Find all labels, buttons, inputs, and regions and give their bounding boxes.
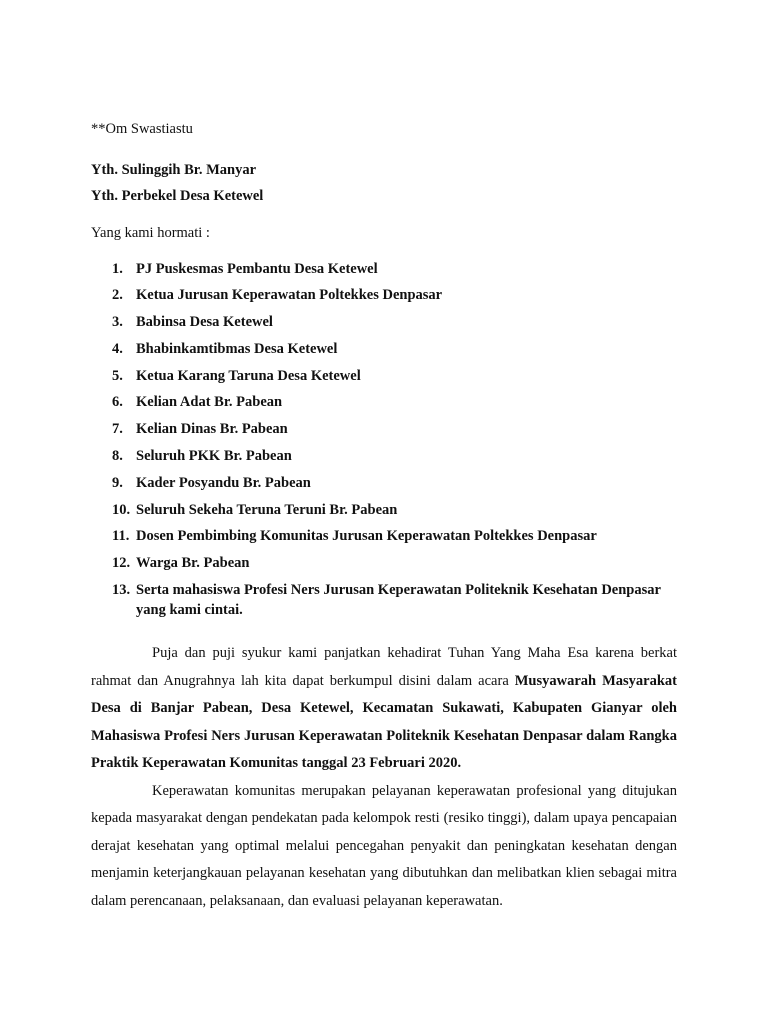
addressee-line: Yth. Sulinggih Br. Manyar [91,162,257,178]
community-nursing-paragraph: Keperawatan komunitas merupakan pelayanan keperawatan profesional yang ditujukan kepada masyarakat dengan pendekatan pada kelompok resti (resiko tinggi), dalam upaya pencapaian derajat kesehatan yang optimal melalui pencegahan penyakit dan peningkatan kesehatan dengan menjamin keterjangkauan pelayanan kesehatan yang dibutuhkan dan melibatkan klien sebagai mitra dalam perencanaan, pelaksanaan, dan evaluasi pelayanan keperawatan. [91,782,677,909]
list-item [91,312,677,332]
list-item [91,526,677,546]
list-item-number: 11. [112,528,130,545]
addressee-block [91,157,677,209]
list-item-text: Kelian Dinas Br. Pabean [136,421,288,438]
list-item [91,392,677,412]
list-item-number: 3. [112,314,123,331]
list-item-text: Ketua Jurusan Keperawatan Poltekkes Denpasar [136,287,443,304]
list-item-number: 10. [112,501,131,518]
list-item [91,500,677,520]
list-item-number: 4. [112,340,123,357]
list-item [91,580,677,620]
addressee-line: Yth. Perbekel Desa Ketewel [91,188,264,204]
list-item-text: Kelian Adat Br. Pabean [136,394,283,411]
list-item [91,419,677,439]
list-item [91,446,677,466]
list-item-number: 12. [112,555,131,572]
list-item [91,553,677,573]
list-item [91,285,677,305]
list-item [91,339,677,359]
list-item-text: Ketua Karang Taruna Desa Ketewel [136,367,361,384]
list-item-text: Bhabinkamtibmas Desa Ketewel [136,340,338,357]
document-page [91,118,677,915]
list-item-text: Warga Br. Pabean [136,555,250,572]
list-item-number: 1. [112,260,123,277]
list-item [91,473,677,493]
list-item-number: 8. [112,448,123,465]
greeting: **Om Swastiastu [91,121,193,137]
list-item-text: Babinsa Desa Ketewel [136,314,273,331]
opening-paragraph [91,640,677,778]
list-item-text: PJ Puskesmas Pembantu Desa Ketewel [136,260,378,277]
list-item-number: 7. [112,421,123,438]
opening-paragraph-text: Puja dan puji syukur kami panjatkan kehadirat Tuhan Yang Maha Esa karena berkat rahmat dan Anugrahnya lah kita dapat berkumpul disini dalam acara [91,645,677,689]
list-item-number: 6. [112,394,123,411]
list-item-text: Dosen Pembimbing Komunitas Jurusan Keperawatan Poltekkes Denpasar [136,528,597,545]
list-item [91,259,677,279]
list-item [91,366,677,386]
list-item-number: 2. [112,287,123,304]
list-item-text: Kader Posyandu Br. Pabean [136,474,311,491]
event-description: Musyawarah Masyarakat Desa di Banjar Pabean, Desa Ketewel, Kecamatan Sukawati, Kabupaten Gianyar oleh Mahasiswa Profesi Ners Jurusan Keperawatan Politeknik Kesehatan Denpasar dalam Rangka Praktik Keperawatan Komunitas tanggal 23 Februari 2020. [91,672,677,772]
list-item-number: 13. [112,582,131,599]
list-item-text: Seluruh Sekeha Teruna Teruni Br. Pabean [136,501,398,518]
list-item-text: Seluruh PKK Br. Pabean [136,448,292,465]
list-item-number: 5. [112,367,123,384]
honored-list [91,259,677,621]
list-item-text: Serta mahasiswa Profesi Ners Jurusan Keperawatan Politeknik Kesehatan Denpasar yang kami cintai. [136,582,661,619]
list-item-number: 9. [112,474,123,491]
honored-intro: Yang kami hormati : [91,225,210,241]
